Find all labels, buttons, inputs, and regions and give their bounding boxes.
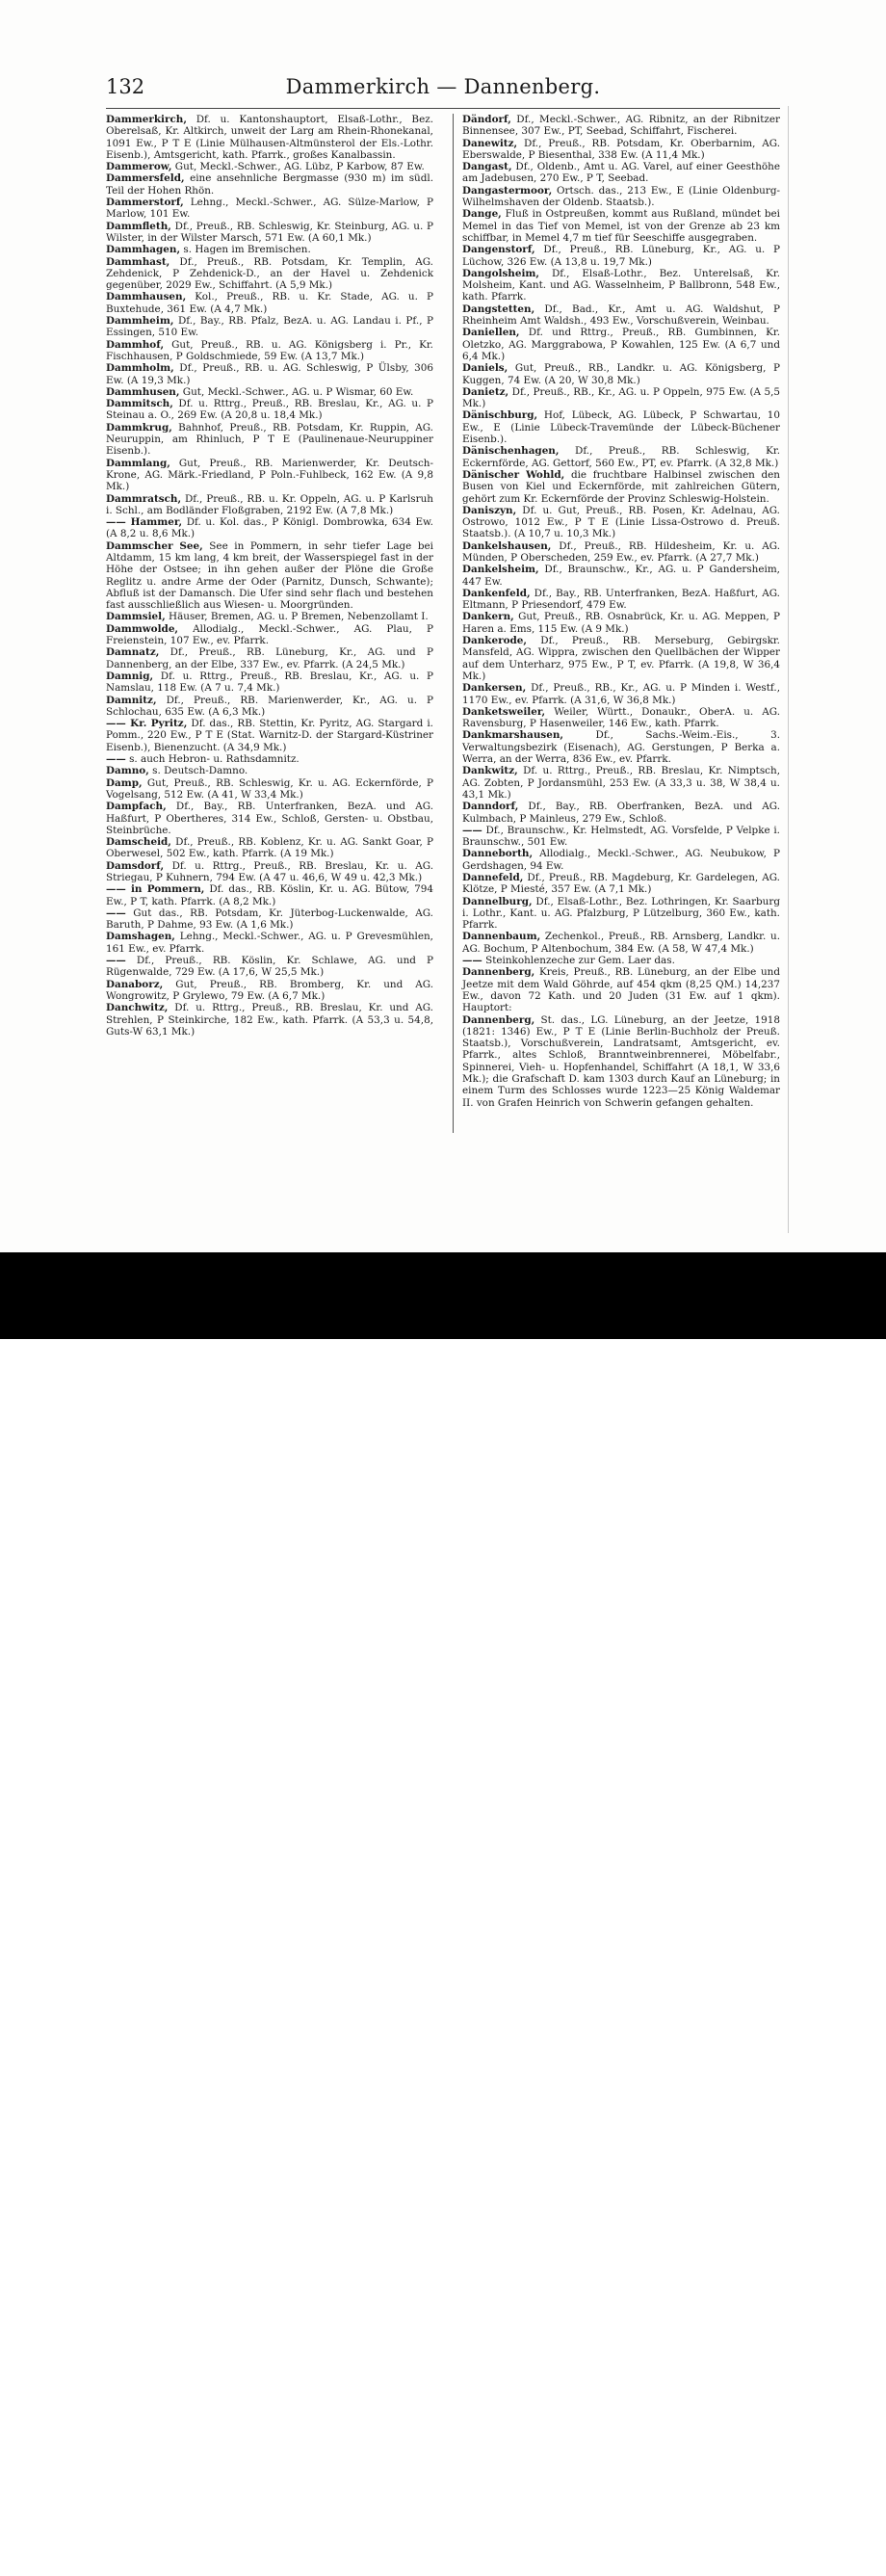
dictionary-entry	[106, 836, 433, 860]
entry-text: Df., Preuß., RB. Lüneburg, Kr., AG. und P Dannenberg, an der Elbe, 337 Ew., ev. Pfarrk. (A 24,5 Mk.)	[106, 646, 433, 670]
entry-text: Kol., Preuß., RB. u. Kr. Stade, AG. u. P Buxtehude, 361 Ew. (A 4,7 Mk.)	[106, 291, 433, 315]
entry-text: eine ansehnliche Bergmasse (930 m) im südl. Teil der Hohen Rhön.	[106, 172, 433, 197]
entry-text: See in Pommern, in sehr tiefer Lage bei Altdamm, 15 km lang, 4 km breit, der Wasserspiegel fast in der Höhe der Ostsee; in ihn gehen außer der Plöne die Große Reglitz u. andre Arme der Oder (Parnitz, Dunsch, Schwante); Abfluß ist der Damansch. Die Ufer sind sehr flach und bestehen fast ausschließlich aus Wiesen- u. Moorgründen.	[106, 539, 433, 612]
entry-text: Df. u. Gut, Preuß., RB. Posen, Kr. Adelnau, AG. Ostrowo, 1012 Ew., P T E (Linie Lissa-Ostrowo d. Preuß. Staatsb.). (A 10,7 u. 10,3 Mk.)	[462, 504, 780, 540]
page-header	[106, 75, 780, 106]
entry-text: Df., Bay., RB. Oberfranken, BezA. und AG. Kulmbach, P Mainleus, 279 Ew., Schloß.	[462, 801, 780, 825]
entry-text: Df., Preuß., RB. Köslin, Kr. Schlawe, AG. und P Rügenwalde, 729 Ew. (A 17,6, W 25,5 Mk.)	[106, 955, 433, 979]
entry-headword: Dankmarshausen,	[462, 729, 564, 742]
entry-text: Df. das., RB. Stettin, Kr. Pyritz, AG. Stargard i. Pomm., 220 Ew., P T E (Stat. Warnitz-D. der Stargard-Küstriner Eisenb.), Bienenzucht. (A 34,9 Mk.)	[106, 718, 433, 753]
page-number: 132	[106, 75, 145, 98]
entry-headword: Dangstetten,	[462, 302, 535, 315]
entry-headword: Dammfleth,	[106, 220, 171, 232]
entry-text: Ortsch. das., 213 Ew., E (Linie Oldenburg-Wilhelmshaven der Oldenb. Staatsb.).	[462, 184, 780, 209]
entry-headword: Danaborz,	[106, 978, 164, 990]
dictionary-entry	[106, 362, 433, 386]
entry-headword: Danewitz,	[462, 137, 518, 149]
running-title: Dammerkirch — Dannenberg.	[285, 75, 601, 98]
entry-text: s. auch Hebron- u. Rathsdamnitz.	[125, 753, 300, 766]
entry-text: Df., Oldenb., Amt u. AG. Varel, auf einer Geesthöhe am Jadebusen, 270 Ew., P T, Seebad.	[462, 161, 780, 185]
entry-text: Df. u. Rttrg., Preuß., RB. Breslau, Kr., AG. u. P Namslau, 118 Ew. (A 7 u. 7,4 Mk.)	[106, 670, 433, 695]
dictionary-entry	[106, 1002, 433, 1038]
stock-site: www.alamy.com	[773, 2543, 867, 2557]
stock-image-id: J37NTC	[825, 2563, 867, 2576]
dictionary-entry	[462, 765, 780, 801]
entry-headword: Dammratsch,	[106, 492, 182, 505]
watermark-strip	[0, 1252, 886, 2576]
entry-headword: Danndorf,	[462, 801, 519, 813]
entry-headword: Dammerstorf,	[106, 197, 184, 209]
entry-headword: —— Kr. Pyritz,	[106, 718, 188, 730]
entry-headword: Damp,	[106, 776, 143, 789]
entry-headword: Dammsiel,	[106, 611, 166, 623]
entry-text: Df., Preuß., RB. u. AG. Schleswig, P Ülsby, 306 Ew. (A 19,3 Mk.)	[106, 362, 433, 386]
dictionary-entry	[462, 1014, 780, 1109]
entry-text: Df., Bay., RB. Unterfranken, BezA. Haßfurt, AG. Eltmann, P Priesendorf, 479 Ew.	[462, 587, 780, 612]
dictionary-entry	[106, 753, 433, 765]
entry-text: Gut, Preuß., RB. Bromberg, Kr. und AG. Wongrowitz, P Grylewo, 79 Ew. (A 6,7 Mk.)	[106, 978, 433, 1002]
entry-headword: Dammhof,	[106, 338, 165, 351]
entry-text: Df., Bay., RB. Unterfranken, BezA. und AG. Haßfurt, P Obertheres, 314 Ew., Schloß, Gersten- u. Obstbau, Steinbrüche.	[106, 801, 433, 836]
entry-text: Gut, Preuß., RB. Marienwerder, Kr. Deutsch-Krone, AG. Märk.-Friedland, P Poln.-Fuhlbeck, 162 Ew. (A 9,8 Mk.)	[106, 457, 433, 493]
entry-text: Df., Preuß., RB., Kr., AG. u. P Minden i. Westf., 1170 Ew., ev. Pfarrk. (A 31,6, W 36,8 Mk.)	[462, 682, 780, 706]
dictionary-entry	[462, 611, 780, 635]
dictionary-entry	[106, 458, 433, 493]
entry-headword: Dannenberg,	[462, 966, 535, 979]
dictionary-entry	[106, 315, 433, 339]
entry-text: Df., Preuß., RB. Koblenz, Kr. u. AG. Sankt Goar, P Oberwesel, 502 Ew., kath. Pfarrk. (A 19 Mk.)	[106, 836, 433, 860]
entry-headword: ——	[462, 824, 482, 836]
dictionary-entry	[106, 244, 433, 255]
dictionary-entry	[462, 327, 780, 362]
entry-headword: Dammersfeld,	[106, 172, 185, 185]
dictionary-entry	[462, 706, 780, 730]
entry-text: die fruchtbare Halbinsel zwischen den Busen von Kiel und Eckernförde, mit zahlreichen Gütern, gehört zum Kr. Eckernförde der Provinz Schleswig-Holstein.	[462, 468, 780, 505]
entry-headword: Danchwitz,	[106, 1002, 169, 1014]
entry-headword: Dankelsheim,	[462, 564, 539, 576]
entry-text: Lehng., Meckl.-Schwer., AG. u. P Grevesmühlen, 161 Ew., ev. Pfarrk.	[106, 931, 433, 955]
entry-headword: Dangastermoor,	[462, 184, 553, 197]
dictionary-entry	[462, 729, 780, 765]
entry-headword: Damnatz,	[106, 646, 160, 659]
entry-headword: Daniels,	[462, 362, 508, 375]
entry-headword: Damnig,	[106, 670, 154, 682]
entry-headword: Dammhast,	[106, 255, 170, 268]
entry-headword: Dammhagen,	[106, 244, 181, 256]
dictionary-entry	[462, 208, 780, 244]
entry-headword: Dannenbaum,	[462, 931, 541, 943]
dictionary-entry	[106, 801, 433, 836]
dictionary-entry	[106, 256, 433, 292]
entry-text: Allodialg., Meckl.-Schwer., AG. Plau, P Freienstein, 107 Ew., ev. Pfarrk.	[106, 622, 433, 647]
dictionary-entry	[462, 896, 780, 932]
dictionary-entry	[106, 646, 433, 670]
entry-text: Df., Preuß., RB. Marienwerder, Kr., AG. u. P Schlochau, 635 Ew. (A 6,3 Mk.)	[106, 694, 433, 718]
dictionary-entry	[106, 623, 433, 647]
entry-text: Df., Preuß., RB. Schleswig, Kr. Eckernförde, AG. Gettorf, 560 Ew., PT, ev. Pfarrk. (A 32,8 Mk.)	[462, 445, 780, 469]
dictionary-entry	[106, 516, 433, 540]
entry-text: Df. u. Rttrg., Preuß., RB. Breslau, Kr. u. AG. Striegau, P Kuhnern, 794 Ew. (A 47 u. 46,6, W 49 u. 42,3 Mk.)	[106, 859, 433, 883]
dictionary-entry	[462, 872, 780, 896]
entry-headword: Dammlang,	[106, 457, 170, 469]
right-column	[462, 114, 780, 1109]
entry-text: Df., Preuß., RB. Potsdam, Kr. Oberbarnim, AG. Eberswalde, P Biesenthal, 338 Ew. (A 11,4 Mk.)	[462, 137, 780, 161]
book-page	[0, 0, 886, 1252]
entry-text: Gut, Preuß., RB. Schleswig, Kr. u. AG. Eckernförde, P Vogelsang, 512 Ew. (A 41, W 33,4 Mk.)	[106, 776, 433, 801]
entry-headword: Dammitsch,	[106, 398, 173, 410]
dictionary-entry	[106, 907, 433, 932]
entry-text: Df., Braunschw., Kr., AG. u. P Gandersheim, 447 Ew.	[462, 564, 780, 588]
page-edge-line	[788, 106, 789, 1233]
entry-text: Kreis, Preuß., RB. Lüneburg, an der Elbe und Jeetze mit dem Wald Göhrde, auf 454 qkm (8,25 QM.) 14,237 Ew., davon 72 Kath. und 20 Juden (31 Ew. auf 1 qkm). Hauptort:	[462, 966, 780, 1014]
entry-headword: Dändorf,	[462, 114, 511, 125]
dictionary-entry	[106, 955, 433, 979]
entry-text: Df., Preuß., RB. Schleswig, Kr. Steinburg, AG. u. P Wilster, in der Wilster Marsch, 571 Ew. (A 60,1 Mk.)	[106, 220, 433, 244]
entry-text: St. das., LG. Lüneburg, an der Jeetze, 1918 (1821: 1346) Ew., P T E (Linie Berlin-Buchholz der Preuß. Staatsb.), Vorschußverein, Landratsamt, Amtsgericht, ev. Pfarrk., altes Schloß, Branntweinbrennerei, Möbelfabr., Spinnerei, Vieh- u. Hopfenhandel, Schiffahrt (A 18,1, W 33,6 Mk.); die Grafschaft D. kam 1303 durch Kauf an Lüneburg; in einem Turm des Schlosses wurde 1223—25 König Waldemar II. von Grafen Heinrich von Schwerin gefangen gehalten.	[462, 1013, 780, 1109]
entry-headword: Dannelburg,	[462, 895, 533, 907]
entry-text: Lehng., Meckl.-Schwer., AG. Sülze-Marlow, P Marlow, 101 Ew.	[106, 197, 433, 221]
entry-text: Df., Elsaß-Lothr., Bez. Unterelsaß, Kr. Molsheim, Kant. und AG. Wasselnheim, P Ballbronn, 548 Ew., kath. Pfarrk.	[462, 267, 780, 303]
entry-text: Häuser, Bremen, AG. u. P Bremen, Nebenzollamt I.	[165, 611, 429, 623]
left-column	[106, 114, 433, 1038]
dictionary-entry	[462, 303, 780, 328]
entry-text: Gut, Preuß., RB. u. AG. Königsberg i. Pr., Kr. Fischhausen, P Goldschmiede, 59 Ew. (A 13,7 Mk.)	[106, 338, 433, 362]
dictionary-entry	[106, 197, 433, 221]
dictionary-entry	[462, 114, 780, 138]
dictionary-entry	[462, 931, 780, 955]
entry-text: Df. u. Kantonshauptort, Elsaß-Lothr., Bez. Oberelsaß, Kr. Altkirch, unweit der Larg am Rhein-Rhonekanal, 1091 Ew., P T E (Linie Mülhausen-Altmünsterol der Els.-Lothr. Eisenb.), Amtsgericht, kath. Pfarrk., großes Kanalbassin.	[106, 114, 433, 161]
entry-text: Df. u. Rttrg., Preuß., RB. Breslau, Kr., AG. u. P Steinau a. O., 269 Ew. (A 20,8 u. 18,4 Mk.)	[106, 398, 433, 422]
dictionary-entry	[106, 718, 433, 753]
entry-text: Df. und Rttrg., Preuß., RB. Gumbinnen, Kr. Oletzko, AG. Marggrabowa, P Kowahlen, 125 Ew. (A 6,7 und 6,4 Mk.)	[462, 327, 780, 362]
entry-headword: Danketsweiler,	[462, 705, 546, 718]
entry-text: Df., Preuß., RB. Lüneburg, Kr., AG. u. P Lüchow, 326 Ew. (A 13,8 u. 19,7 Mk.)	[462, 244, 780, 268]
entry-headword: Damnitz,	[106, 694, 157, 706]
entry-text: Gut, Preuß., RB. Osnabrück, Kr. u. AG. Meppen, P Haren a. Ems, 115 Ew. (A 9 Mk.)	[462, 611, 780, 635]
entry-headword: Dammheim,	[106, 315, 174, 328]
dictionary-entry	[106, 386, 433, 398]
entry-headword: Dangenstorf,	[462, 244, 535, 256]
dictionary-entry	[106, 777, 433, 802]
entry-text: Df., Meckl.-Schwer., AG. Ribnitz, an der Ribnitzer Binnensee, 307 Ew., PT, Seebad, Schiffahrt, Fischerei.	[462, 114, 780, 138]
entry-headword: Dänischburg,	[462, 409, 538, 422]
entry-headword: Danietz,	[462, 385, 509, 398]
dictionary-entry	[462, 588, 780, 612]
entry-headword: Dänischenhagen,	[462, 445, 560, 458]
entry-text: Df., Preuß., RB. Potsdam, Kr. Templin, AG. Zehdenick, P Zehdenick-D., an der Havel u. Zehdenick gegenüber, 2029 Ew., Schiffahrt. (A 5,9 Mk.)	[106, 255, 433, 292]
dictionary-entry	[106, 422, 433, 458]
dictionary-entry	[106, 860, 433, 884]
entry-text: Gut das., RB. Potsdam, Kr. Jüterbog-Luckenwalde, AG. Baruth, P Dahme, 93 Ew. (A 1,6 Mk.)	[106, 907, 433, 932]
entry-headword: ——	[106, 955, 126, 967]
entry-headword: Daniellen,	[462, 327, 520, 339]
dictionary-entry	[462, 848, 780, 872]
dictionary-entry	[462, 564, 780, 588]
dictionary-entry	[462, 445, 780, 469]
entry-headword: Damshagen,	[106, 931, 175, 943]
dictionary-entry	[462, 362, 780, 386]
entry-headword: Dankersen,	[462, 682, 527, 695]
entry-text: Df., Braunschw., Kr. Helmstedt, AG. Vorsfelde, P Velpke i. Braunschw., 501 Ew.	[462, 824, 780, 849]
dictionary-entry	[462, 409, 780, 445]
entry-text: Zechenkol., Preuß., RB. Arnsberg, Landkr. u. AG. Bochum, P Altenbochum, 384 Ew. (A 58, W 47,4 Mk.)	[462, 931, 780, 955]
entry-text: Df. das., RB. Köslin, Kr. u. AG. Bütow, 794 Ew., P T, kath. Pfarrk. (A 8,2 Mk.)	[106, 883, 433, 907]
entry-text: Df., Bad., Kr., Amt u. AG. Waldshut, P Rheinheim Amt Waldsh., 493 Ew., Vorschußverein, Weinbau.	[462, 302, 780, 328]
entry-headword: Daniszyn,	[462, 504, 517, 516]
entry-headword: Dammhausen,	[106, 291, 187, 303]
column-divider	[453, 114, 454, 1133]
alamy-logo: alamy	[23, 2522, 156, 2564]
entry-headword: Dammholm,	[106, 362, 174, 375]
dictionary-entry	[106, 339, 433, 363]
entry-text: s. Hagen im Bremischen.	[180, 244, 311, 256]
dictionary-entry	[106, 221, 433, 245]
entry-headword: ——	[106, 907, 126, 919]
dictionary-entry	[106, 765, 433, 776]
entry-headword: Damscheid,	[106, 836, 171, 849]
entry-headword: Damno,	[106, 765, 149, 777]
entry-headword: Dammwolde,	[106, 622, 179, 635]
dictionary-entry	[462, 682, 780, 706]
entry-headword: —— Hammer,	[106, 516, 183, 529]
entry-text: Df. u. Rttrg., Preuß., RB. Breslau, Kr. und AG. Strehlen, P Steinkirche, 182 Ew., kath. Pfarrk. (A 53,3 u. 54,8, Guts-W 63,1 Mk.)	[106, 1002, 433, 1038]
entry-headword: Dankwitz,	[462, 765, 518, 777]
entry-text: Df., Preuß., RB. Magdeburg, Kr. Gardelegen, AG. Klötze, P Miesté, 357 Ew. (A 7,1 Mk.)	[462, 872, 780, 896]
entry-text: Weiler, Württ., Donaukr., OberA. u. AG. Ravensburg, P Hasenweiler, 146 Ew., kath. Pfarrk.	[462, 705, 780, 730]
entry-text: Gut, Preuß., RB., Landkr. u. AG. Königsberg, P Kuggen, 74 Ew. (A 20, W 30,8 Mk.)	[462, 362, 780, 386]
dictionary-entry	[106, 398, 433, 422]
entry-headword: Dange,	[462, 208, 502, 221]
entry-text: Df., Sachs.-Weim.-Eis., 3. Verwaltungsbezirk (Eisenach), AG. Gerstungen, P Berka a. Werra, an der Werra, 836 Ew., ev. Pfarrk.	[462, 729, 780, 766]
entry-headword: Dankenfeld,	[462, 587, 531, 599]
dictionary-entry	[106, 291, 433, 315]
entry-text: Steinkohlenzeche zur Gem. Laer das.	[482, 955, 675, 967]
entry-headword: Dankern,	[462, 611, 514, 623]
dictionary-entry	[462, 161, 780, 185]
dictionary-entry	[106, 611, 433, 622]
dictionary-entry	[462, 138, 780, 162]
dictionary-entry	[106, 931, 433, 955]
dictionary-entry	[106, 161, 433, 172]
entry-headword: Dammhusen,	[106, 385, 180, 398]
dictionary-entry	[462, 268, 780, 303]
entry-headword: Damsdorf,	[106, 859, 165, 872]
entry-headword: Dänischer Wohld,	[462, 468, 565, 481]
dictionary-entry	[462, 386, 780, 410]
entry-text: Allodialg., Meckl.-Schwer., AG. Neubukow, P Gerdshagen, 94 Ew.	[462, 848, 780, 872]
entry-text: Df., Bay., RB. Pfalz, BezA. u. AG. Landau i. Pf., P Essingen, 510 Ew.	[106, 315, 433, 339]
dictionary-entry	[462, 185, 780, 209]
entry-headword: —— in Pommern,	[106, 883, 205, 896]
entry-headword: Dannefeld,	[462, 872, 524, 883]
dictionary-entry	[106, 695, 433, 719]
entry-text: Df., Preuß., RB. u. Kr. Oppeln, AG. u. P Karlsruh i. Schl., am Bodländer Floßgraben, 2192 Ew. (A 7,8 Mk.)	[106, 492, 433, 516]
entry-text: Df. u. Kol. das., P Königl. Dombrowka, 634 Ew. (A 8,2 u. 8,6 Mk.)	[106, 516, 433, 540]
entry-headword: Dammscher See,	[106, 539, 203, 552]
entry-headword: ——	[106, 753, 126, 766]
entry-headword: Dankelshausen,	[462, 539, 552, 552]
dictionary-entry	[462, 505, 780, 540]
entry-headword: Dampfach,	[106, 801, 167, 813]
entry-text: Df., Preuß., RB. Hildesheim, Kr. u. AG. Münden, P Oberscheden, 259 Ew., ev. Pfarrk. (A 27,7 Mk.)	[462, 539, 780, 564]
header-rule	[106, 108, 780, 109]
dictionary-entry	[462, 469, 780, 505]
entry-text: Df., Preuß., RB., Kr., AG. u. P Oppeln, 975 Ew. (A 5,5 Mk.)	[462, 385, 780, 410]
dictionary-entry	[462, 635, 780, 682]
entry-text: Gut, Meckl.-Schwer., AG. u. P Wismar, 60 Ew.	[179, 385, 414, 398]
entry-headword: Dammerkirch,	[106, 114, 187, 125]
entry-text: Df., Preuß., RB. Merseburg, Gebirgskr. Mansfeld, AG. Wippra, zwischen den Quellbächen der Wipper auf dem Unterharz, 975 Ew., P T, ev. Pfarrk. (A 19,8, W 36,4 Mk.)	[462, 635, 780, 682]
entry-headword: Danneborth,	[462, 848, 534, 860]
dictionary-entry	[106, 979, 433, 1003]
dictionary-entry	[106, 883, 433, 907]
dictionary-entry	[462, 825, 780, 849]
dictionary-entry	[462, 540, 780, 565]
entry-headword: Dammkrug,	[106, 421, 172, 434]
entry-headword: Dangast,	[462, 161, 512, 173]
entry-text: Df. u. Rttrg., Preuß., RB. Breslau, Kr. Nimptsch, AG. Zobten, P Jordansmühl, 253 Ew. (A 33,3 u. 38, W 38,4 u. 43,1 Mk.)	[462, 765, 780, 801]
entry-text: Df., Elsaß-Lothr., Bez. Lothringen, Kr. Saarburg i. Lothr., Kant. u. AG. Pfalzburg, P Lützelburg, 360 Ew., kath. Pfarrk.	[462, 895, 780, 932]
dictionary-entry	[462, 801, 780, 825]
entry-headword: Dammerow,	[106, 161, 172, 173]
dictionary-entry	[106, 670, 433, 695]
dictionary-entry	[106, 114, 433, 161]
entry-headword: Dankerode,	[462, 635, 528, 647]
entry-text: Bahnhof, Preuß., RB. Potsdam, Kr. Ruppin, AG. Neuruppin, am Rhinluch, P T E (Paulinenaue-Neuruppiner Eisenb.).	[106, 421, 433, 458]
entry-headword: Dangolsheim,	[462, 267, 540, 279]
dictionary-entry	[462, 244, 780, 268]
entry-text: s. Deutsch-Damno.	[148, 765, 248, 777]
dictionary-entry	[106, 493, 433, 517]
entry-text: Gut, Meckl.-Schwer., AG. Lübz, P Karbow, 87 Ew.	[171, 161, 425, 173]
logo-dot-icon	[23, 2541, 33, 2551]
entry-text: Fluß in Ostpreußen, kommt aus Rußland, mündet bei Memel in das Tief von Memel, ist von der Grenze ab 23 km schiffbar, in Memel 4,7 m tief für Seeschiffe ausgegraben.	[462, 208, 780, 244]
dictionary-entry	[106, 172, 433, 197]
dictionary-entry	[462, 966, 780, 1013]
entry-headword: ——	[462, 955, 482, 967]
entry-text: Hof, Lübeck, AG. Lübeck, P Schwartau, 10 Ew., E (Linie Lübeck-Travemünde der Lübeck-Büchener Eisenb.).	[462, 409, 780, 446]
dictionary-entry	[462, 955, 780, 966]
entry-headword: Dannenberg,	[462, 1013, 535, 1026]
dictionary-entry	[106, 540, 433, 612]
